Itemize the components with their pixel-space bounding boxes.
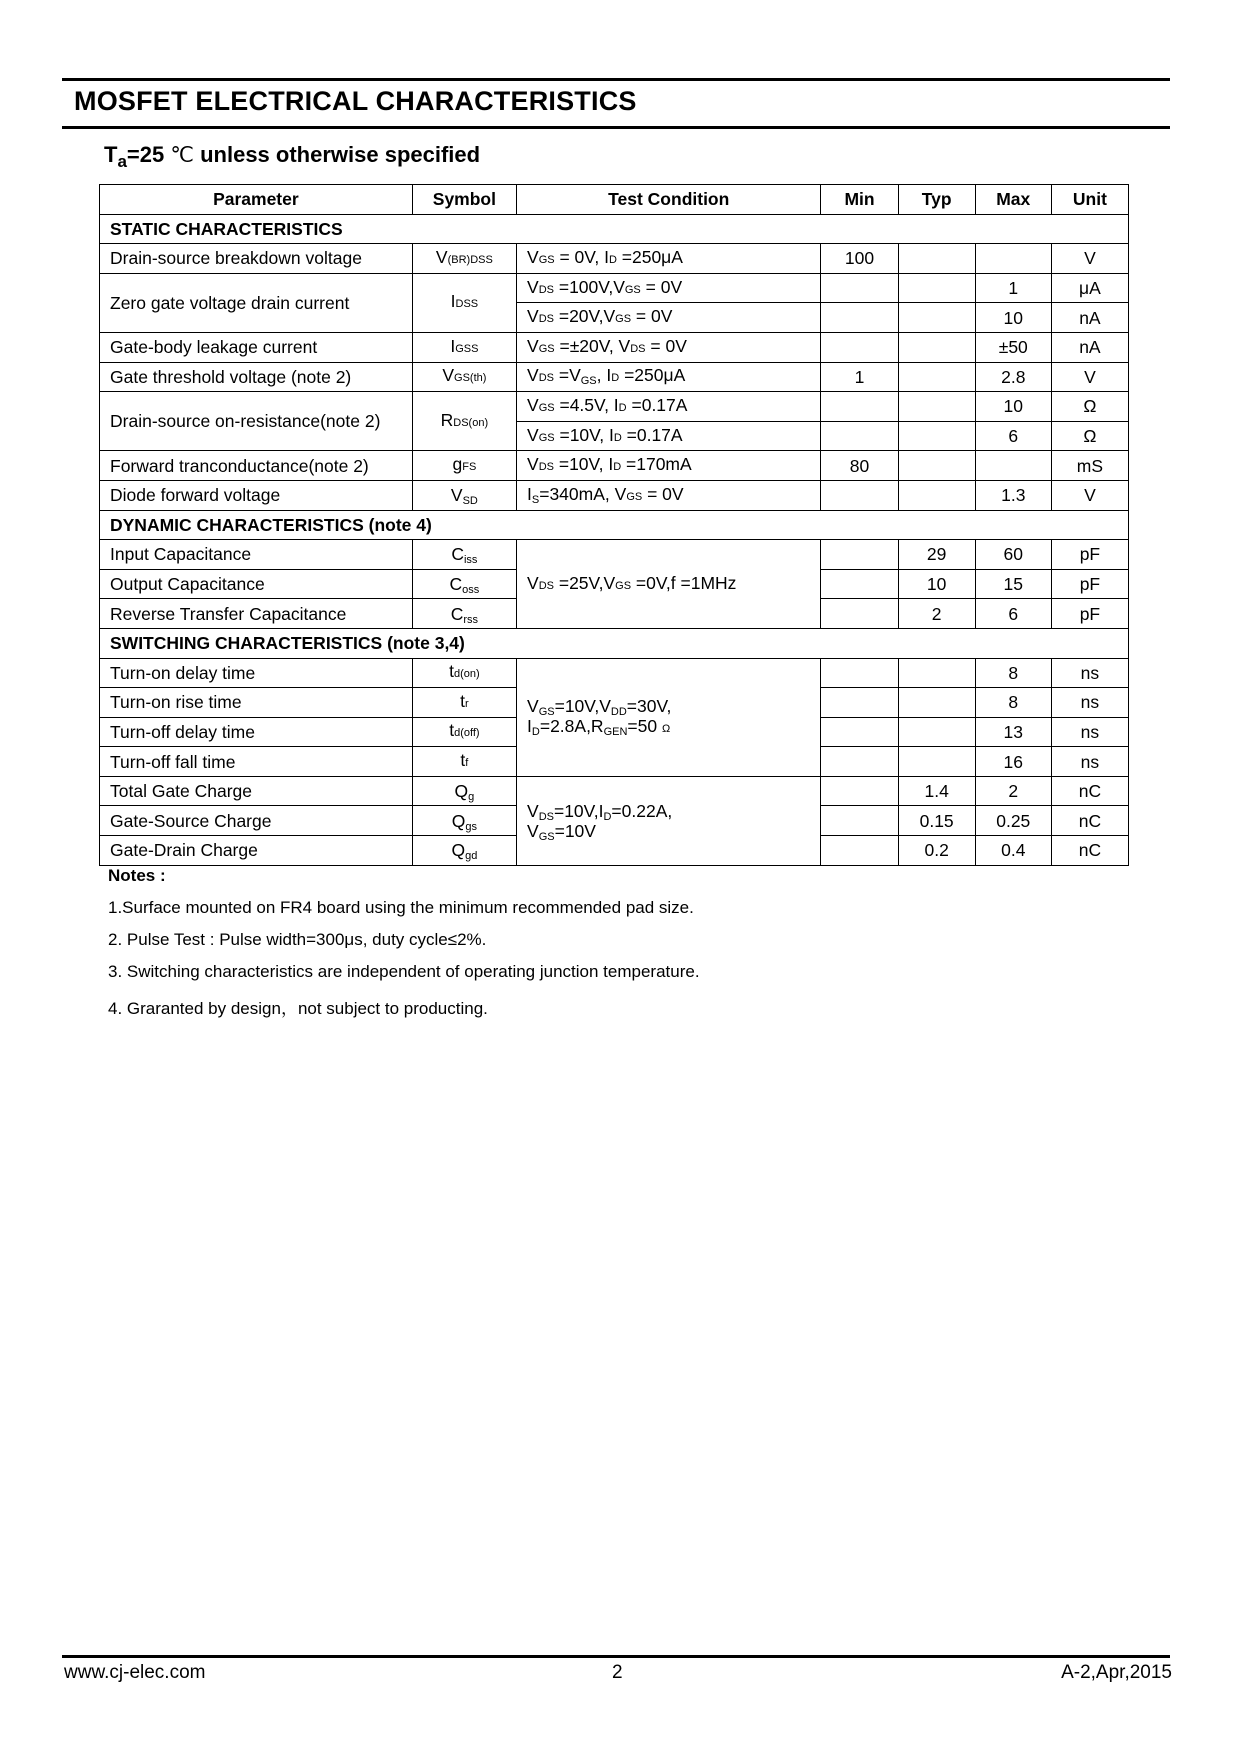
table-row (100, 362, 1129, 392)
symbol-cell: td(off) (412, 717, 516, 747)
param-cell: Forward tranconductance(note 2) (100, 451, 413, 481)
typ-cell: 0.2 (898, 836, 975, 866)
max-cell: 2.8 (975, 362, 1051, 392)
unit-cell: ns (1051, 688, 1128, 718)
title-rule (62, 126, 1170, 129)
typ-cell: 29 (898, 540, 975, 570)
condition-cell: $V_{GS}=10V,V_{DD}=30V$, $I_D=2.8A,R_{GEN}=50$ Ω (517, 658, 821, 776)
page-title: MOSFET ELECTRICAL CHARACTERISTICS (74, 86, 637, 116)
unit-cell: ns (1051, 717, 1128, 747)
condition-cell: VGS = 0V, ID =250μA (517, 244, 821, 274)
top-rule (62, 78, 1170, 81)
param-cell: Turn-off fall time (100, 747, 413, 777)
symbol-cell: $C_{iss}$ (412, 540, 516, 570)
max-cell: 0.25 (975, 806, 1051, 836)
section-row (100, 510, 1129, 540)
table-row (100, 480, 1129, 510)
condition-cell: VGS =10V, ID =0.17A (517, 421, 821, 451)
param-cell: Output Capacitance (100, 569, 413, 599)
header-parameter: Parameter (100, 185, 413, 215)
table-row (100, 658, 1129, 688)
typ-cell (898, 244, 975, 274)
section-dynamic: DYNAMIC CHARACTERISTICS (note 4) (100, 510, 1129, 540)
header-max: Max (975, 185, 1051, 215)
min-cell (821, 273, 898, 303)
min-cell (821, 332, 898, 362)
notes-heading: Notes : (108, 866, 166, 885)
symbol-cell: IGSS (412, 332, 516, 362)
unit-cell: Ω (1051, 392, 1128, 422)
symbol-cell: $Q_{gs}$ (412, 806, 516, 836)
section-row (100, 628, 1129, 658)
table-header-row (100, 185, 1129, 215)
note-item: 4. Graranted by design，not subject to producting. (108, 999, 488, 1018)
max-cell: 10 (975, 303, 1051, 333)
typ-cell (898, 273, 975, 303)
min-cell (821, 303, 898, 333)
unit-cell: nC (1051, 806, 1128, 836)
param-cell: Reverse Transfer Capacitance (100, 599, 413, 629)
max-cell: 0.4 (975, 836, 1051, 866)
condition-cell: VDS =25V,VGS =0V,f =1MHz (517, 540, 821, 629)
min-cell (821, 806, 898, 836)
min-cell (821, 569, 898, 599)
table-row (100, 244, 1129, 274)
unit-cell: ns (1051, 658, 1128, 688)
footer-website: www.cj-elec.com (64, 1662, 206, 1683)
max-cell (975, 451, 1051, 481)
param-cell: Input Capacitance (100, 540, 413, 570)
param-cell: Zero gate voltage drain current (100, 273, 413, 332)
condition-cell: VGS =4.5V, ID =0.17A (517, 392, 821, 422)
condition-cell: VDS =100V,VGS = 0V (517, 273, 821, 303)
max-cell: 1 (975, 273, 1051, 303)
header-min: Min (821, 185, 898, 215)
symbol-cell: td(on) (412, 658, 516, 688)
max-cell: 8 (975, 688, 1051, 718)
condition-cell: VGS =±20V, VDS = 0V (517, 332, 821, 362)
max-cell: 1.3 (975, 480, 1051, 510)
unit-cell: V (1051, 244, 1128, 274)
max-cell: ±50 (975, 332, 1051, 362)
header-test-condition: Test Condition (517, 185, 821, 215)
footer-rule (62, 1655, 1170, 1658)
typ-cell: 10 (898, 569, 975, 599)
min-cell (821, 776, 898, 806)
header-unit: Unit (1051, 185, 1128, 215)
symbol-cell: tf (412, 747, 516, 777)
note-item: 1.Surface mounted on FR4 board using the minimum recommended pad size. (108, 898, 694, 917)
param-cell: Turn-off delay time (100, 717, 413, 747)
table-row (100, 392, 1129, 422)
unit-cell: nC (1051, 836, 1128, 866)
max-cell: 15 (975, 569, 1051, 599)
min-cell: 1 (821, 362, 898, 392)
typ-cell (898, 362, 975, 392)
table-row (100, 332, 1129, 362)
unit-cell: nC (1051, 776, 1128, 806)
unit-cell: pF (1051, 540, 1128, 570)
typ-cell (898, 392, 975, 422)
min-cell: 100 (821, 244, 898, 274)
min-cell (821, 836, 898, 866)
param-cell: Drain-source on-resistance(note 2) (100, 392, 413, 451)
typ-cell (898, 480, 975, 510)
notes-section (108, 866, 700, 1031)
section-static: STATIC CHARACTERISTICS (100, 214, 1129, 244)
typ-cell (898, 688, 975, 718)
max-cell: 6 (975, 599, 1051, 629)
symbol-cell: $V_{SD}$ (412, 480, 516, 510)
unit-cell: V (1051, 362, 1128, 392)
min-cell (821, 717, 898, 747)
param-cell: Gate-body leakage current (100, 332, 413, 362)
typ-cell (898, 332, 975, 362)
condition-subtitle: $T_a=25$ ℃ unless otherwise specified (104, 142, 481, 171)
typ-cell: 2 (898, 599, 975, 629)
table-row (100, 273, 1129, 303)
typ-cell (898, 303, 975, 333)
typ-cell: 1.4 (898, 776, 975, 806)
section-row (100, 214, 1129, 244)
condition-cell: $I_S=340mA$, VGS = 0V (517, 480, 821, 510)
min-cell (821, 421, 898, 451)
header-symbol: Symbol (412, 185, 516, 215)
min-cell (821, 747, 898, 777)
symbol-cell: VGS(th) (412, 362, 516, 392)
unit-cell: pF (1051, 569, 1128, 599)
param-cell: Drain-source breakdown voltage (100, 244, 413, 274)
header-typ: Typ (898, 185, 975, 215)
unit-cell: ns (1051, 747, 1128, 777)
min-cell (821, 392, 898, 422)
table-row (100, 451, 1129, 481)
typ-cell (898, 747, 975, 777)
max-cell: 60 (975, 540, 1051, 570)
symbol-cell: V(BR)DSS (412, 244, 516, 274)
max-cell: 10 (975, 392, 1051, 422)
param-cell: Gate-Drain Charge (100, 836, 413, 866)
unit-cell: μA (1051, 273, 1128, 303)
characteristics-table (99, 184, 1129, 866)
symbol-cell: $Q_{gd}$ (412, 836, 516, 866)
unit-cell: nA (1051, 332, 1128, 362)
param-cell: Turn-on rise time (100, 688, 413, 718)
param-cell: Total Gate Charge (100, 776, 413, 806)
typ-cell (898, 658, 975, 688)
min-cell: 80 (821, 451, 898, 481)
note-item: 3. Switching characteristics are independent of operating junction temperature. (108, 962, 700, 981)
symbol-cell: tr (412, 688, 516, 718)
typ-cell (898, 421, 975, 451)
param-cell: Turn-on delay time (100, 658, 413, 688)
symbol-cell: gFS (412, 451, 516, 481)
condition-cell: VDS =20V,VGS = 0V (517, 303, 821, 333)
unit-cell: V (1051, 480, 1128, 510)
symbol-cell: $Q_g$ (412, 776, 516, 806)
max-cell: 16 (975, 747, 1051, 777)
max-cell: 8 (975, 658, 1051, 688)
unit-cell: pF (1051, 599, 1128, 629)
param-cell: Gate threshold voltage (note 2) (100, 362, 413, 392)
footer-page-number: 2 (612, 1662, 623, 1683)
unit-cell: Ω (1051, 421, 1128, 451)
symbol-cell: IDSS (412, 273, 516, 332)
max-cell: 6 (975, 421, 1051, 451)
table-row (100, 776, 1129, 806)
table-row (100, 540, 1129, 570)
min-cell (821, 480, 898, 510)
condition-cell: VDS $=V_{GS}$, ID =250μA (517, 362, 821, 392)
max-cell: 13 (975, 717, 1051, 747)
symbol-cell: RDS(on) (412, 392, 516, 451)
unit-cell: mS (1051, 451, 1128, 481)
typ-cell: 0.15 (898, 806, 975, 836)
unit-cell: nA (1051, 303, 1128, 333)
condition-cell: $V_{DS}=10V,I_D=0.22A$, $V_{GS}=10V$ (517, 776, 821, 865)
symbol-cell: $C_{oss}$ (412, 569, 516, 599)
min-cell (821, 540, 898, 570)
min-cell (821, 688, 898, 718)
min-cell (821, 658, 898, 688)
section-switching: SWITCHING CHARACTERISTICS (note 3,4) (100, 628, 1129, 658)
param-cell: Diode forward voltage (100, 480, 413, 510)
max-cell: 2 (975, 776, 1051, 806)
param-cell: Gate-Source Charge (100, 806, 413, 836)
note-item: 2. Pulse Test : Pulse width=300μs, duty cycle≤2%. (108, 930, 487, 949)
condition-cell: VDS =10V, ID =170mA (517, 451, 821, 481)
min-cell (821, 599, 898, 629)
symbol-cell: $C_{rss}$ (412, 599, 516, 629)
max-cell (975, 244, 1051, 274)
typ-cell (898, 717, 975, 747)
typ-cell (898, 451, 975, 481)
footer-revision: A-2,Apr,2015 (1061, 1662, 1172, 1683)
